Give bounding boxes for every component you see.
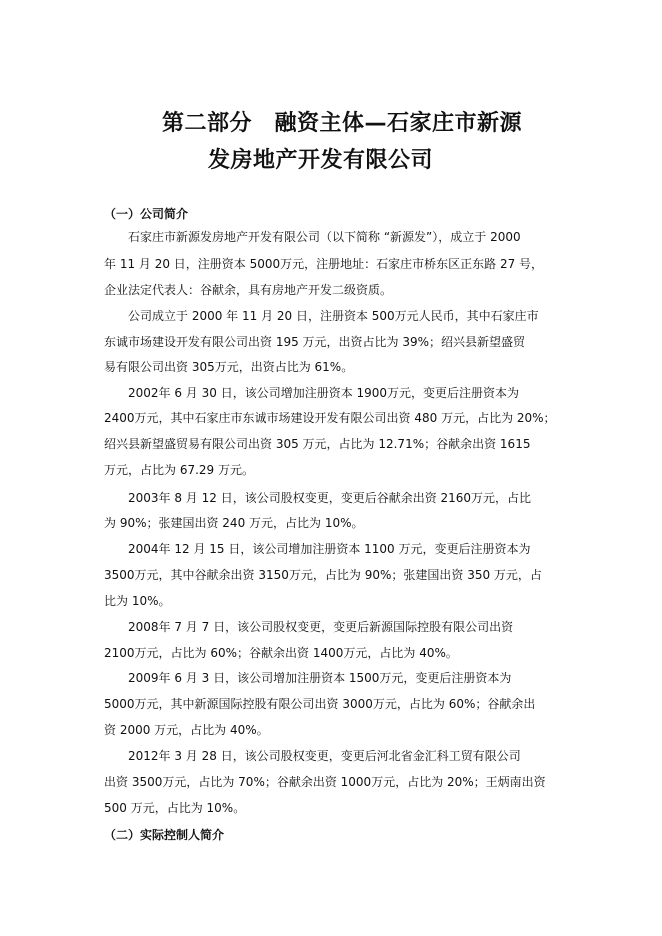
paragraph-3-line-4: 万元，占比为 67.29 万元。 bbox=[104, 463, 254, 477]
section-heading-controller-intro: （二）实际控制人简介 bbox=[104, 828, 225, 842]
paragraph-3-line-3: 绍兴县新望盛贸易有限公司出资 305 万元，占比为 12.71%；谷献余出资 1615 bbox=[104, 437, 531, 451]
title-line-2: 发房地产开发有限公司 bbox=[208, 148, 434, 173]
paragraph-3-line-2: 2400万元，其中石家庄市东诚市场建设开发有限公司出资 480 万元，占比为 20%； bbox=[104, 411, 556, 425]
title-line-1: 第二部分 融资主体—石家庄市新源 bbox=[162, 111, 523, 136]
paragraph-8-line-3: 500 万元，占比为 10%。 bbox=[104, 801, 246, 815]
paragraph-7-line-3: 资 2000 万元，占比为 40%。 bbox=[104, 723, 269, 737]
paragraph-2-line-3: 易有限公司出资 305万元，出资占比为 61%。 bbox=[104, 360, 354, 374]
paragraph-7-line-2: 5000万元，其中新源国际控股有限公司出资 3000万元，占比为 60%；谷献余出 bbox=[104, 697, 536, 711]
paragraph-5-line-3: 比为 10%。 bbox=[104, 594, 171, 608]
paragraph-1-line-2: 年 11 月 20 日，注册资本 5000万元，注册地址：石家庄市桥东区正东路 27 号， bbox=[104, 257, 544, 271]
paragraph-6-line-2: 2100万元，占比为 60%；谷献余出资 1400万元，占比为 40%。 bbox=[104, 646, 458, 660]
paragraph-8-line-2: 出资 3500万元，占比为 70%；谷献余出资 1000万元，占比为 20%；王炳南出资 bbox=[104, 775, 546, 789]
paragraph-5-line-2: 3500万元，其中谷献余出资 3150万元，占比为 90%；张建国出资 350 万元，占 bbox=[104, 568, 542, 582]
paragraph-1-line-1: 石家庄市新源发房地产开发有限公司（以下简称 “新源发”），成立于 2000 bbox=[128, 230, 521, 244]
paragraph-8-line-1: 2012年 3 月 28 日，该公司股权变更，变更后河北省金汇科工贸有限公司 bbox=[128, 749, 521, 763]
paragraph-4-line-2: 为 90%；张建国出资 240 万元，占比为 10%。 bbox=[104, 516, 364, 530]
paragraph-3-line-1: 2002年 6 月 30 日，该公司增加注册资本 1900万元，变更后注册资本为 bbox=[128, 386, 520, 400]
paragraph-7-line-1: 2009年 6 月 3 日，该公司增加注册资本 1500万元，变更后注册资本为 bbox=[128, 671, 512, 685]
paragraph-1-line-3: 企业法定代表人：谷献余，具有房地产开发二级资质。 bbox=[104, 283, 393, 297]
paragraph-4-line-1: 2003年 8 月 12 日，该公司股权变更，变更后谷献余出资 2160万元，占比 bbox=[128, 491, 532, 505]
section-heading-company-intro: （一）公司简介 bbox=[104, 207, 189, 221]
paragraph-2-line-2: 东诚市场建设开发有限公司出资 195 万元，出资占比为 39%；绍兴县新望盛贸 bbox=[104, 335, 526, 349]
paragraph-5-line-1: 2004年 12 月 15 日，该公司增加注册资本 1100 万元，变更后注册资本为 bbox=[128, 542, 531, 556]
paragraph-2-line-1: 公司成立于 2000 年 11 月 20 日，注册资本 500万元人民币，其中石家庄市 bbox=[128, 309, 539, 323]
paragraph-6-line-1: 2008年 7 月 7 日，该公司股权变更，变更后新源国际控股有限公司出资 bbox=[128, 620, 514, 634]
